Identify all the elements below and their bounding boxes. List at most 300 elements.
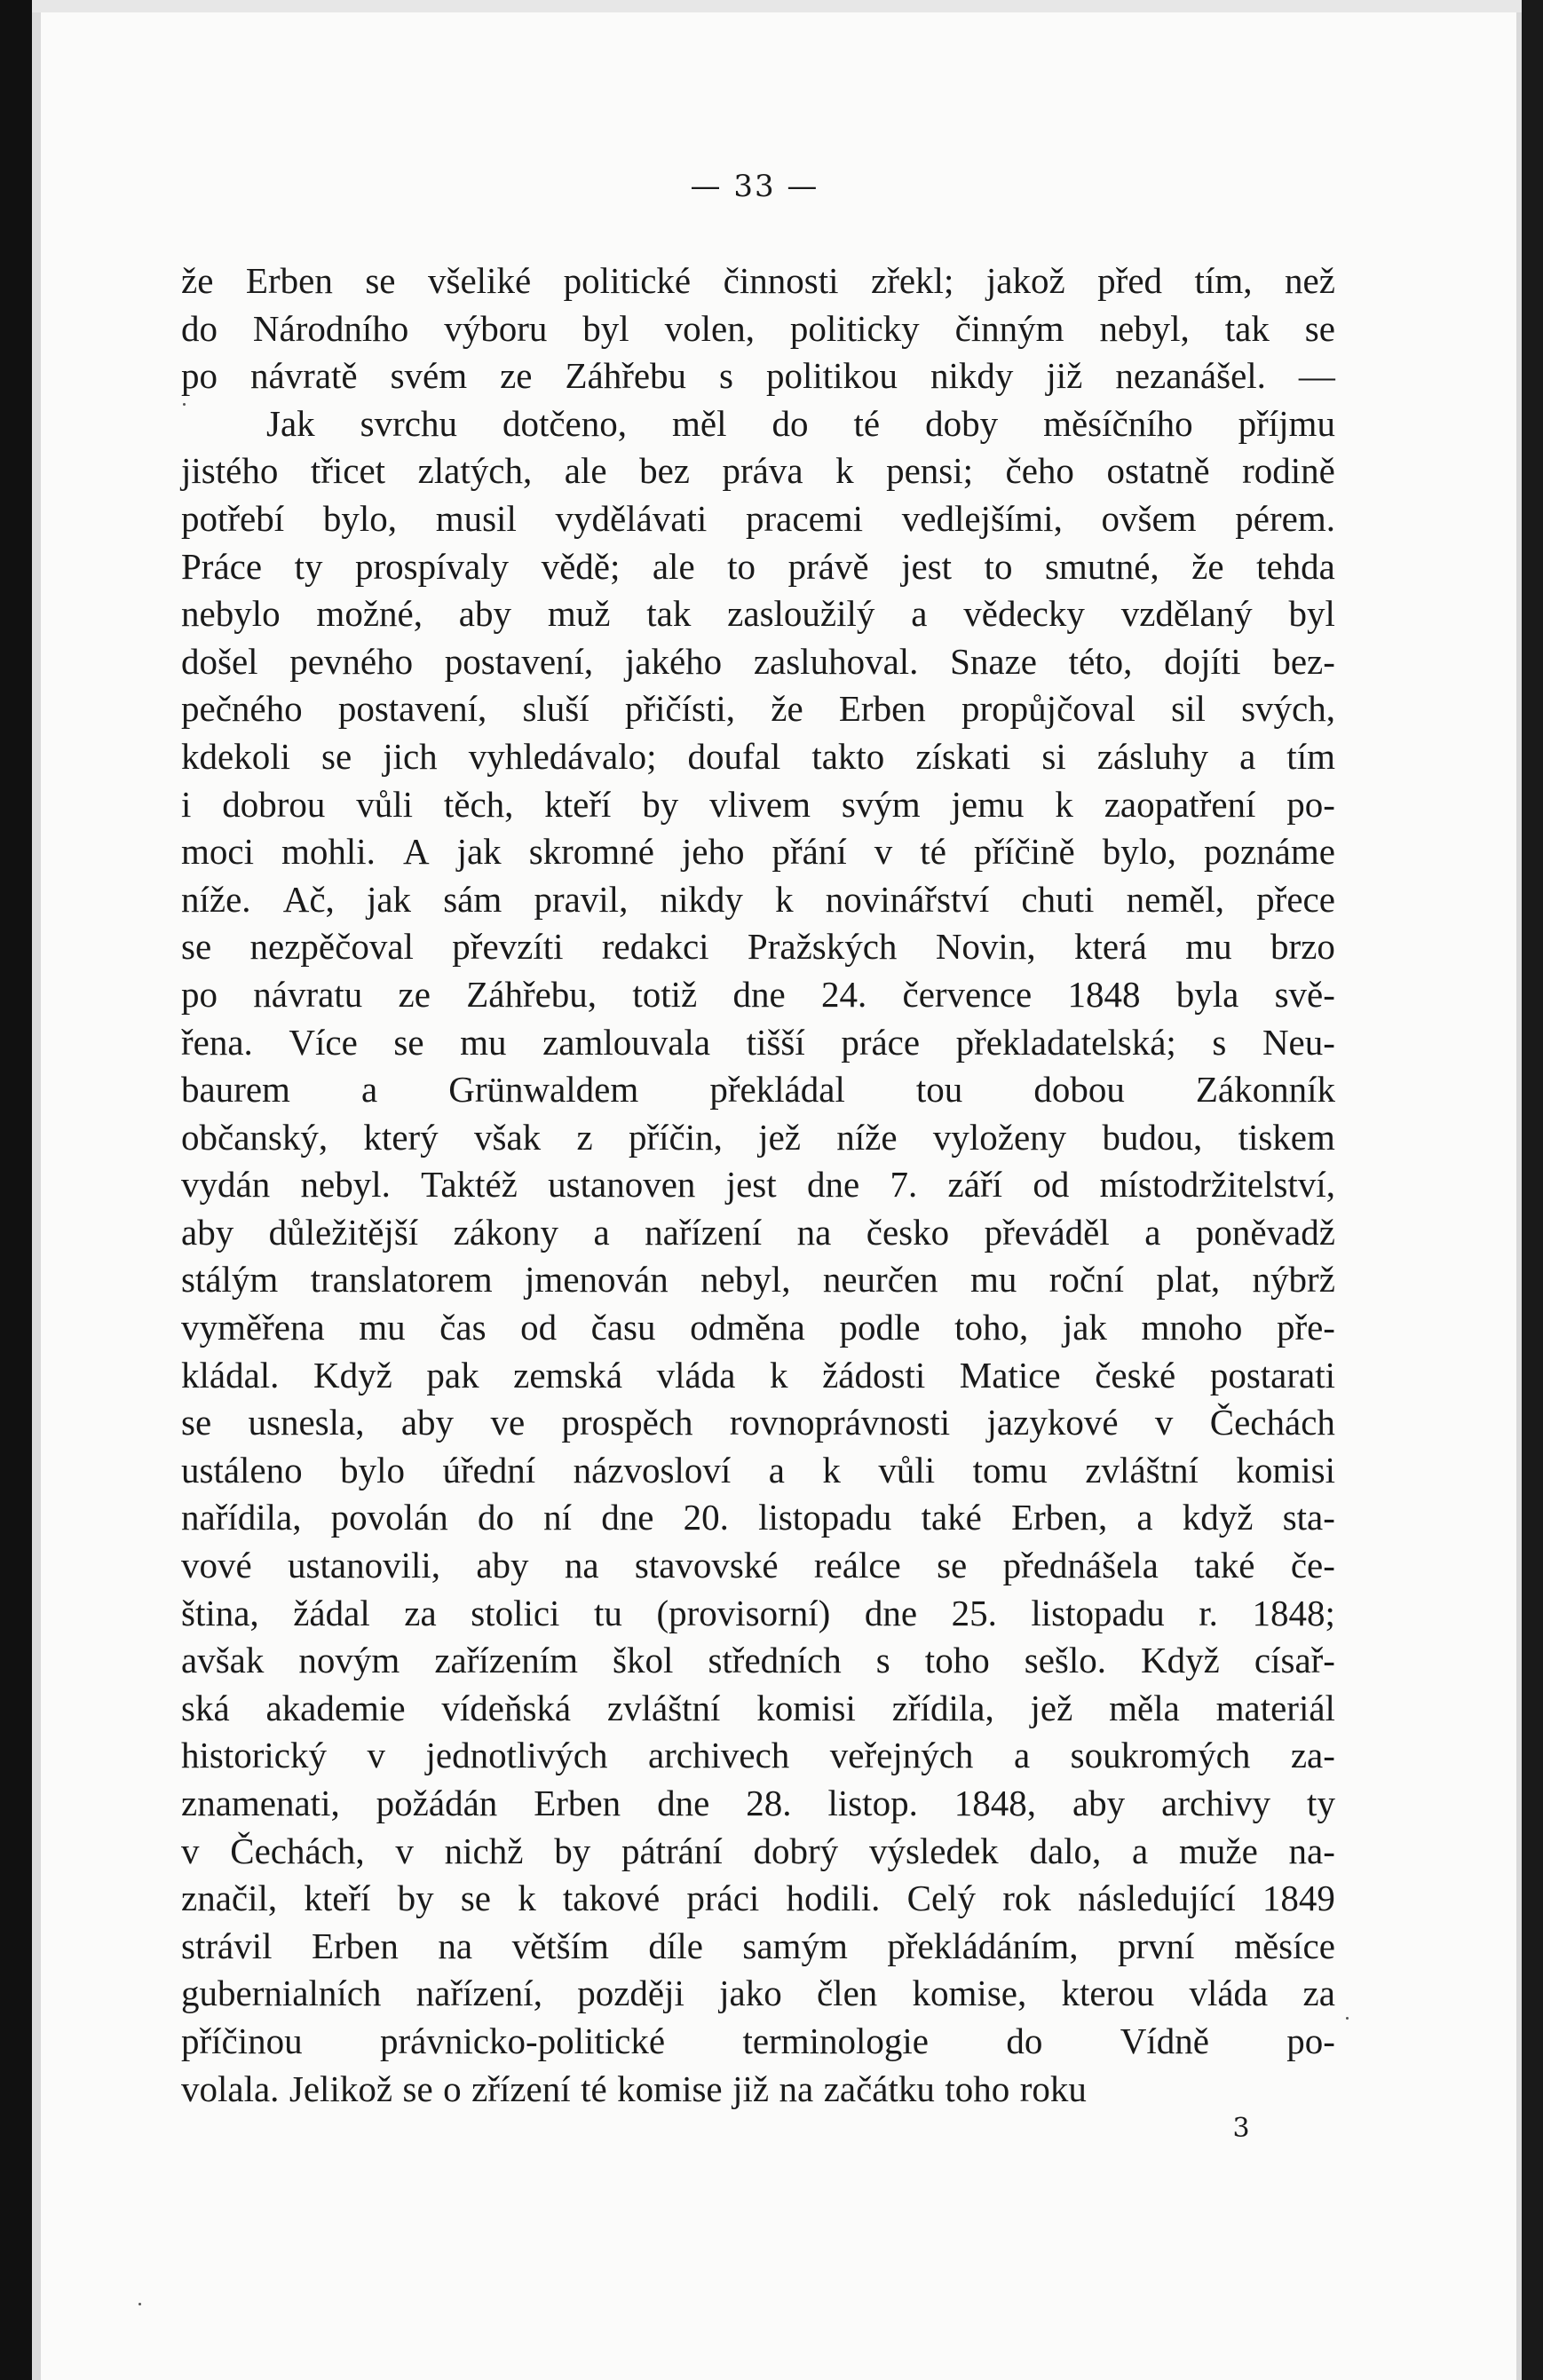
word: mu — [969, 1259, 1017, 1301]
text-line — [181, 1828, 1335, 1876]
word: požádán — [376, 1783, 498, 1823]
word: času — [590, 1307, 656, 1348]
word: škol — [613, 1640, 674, 1681]
word: však — [473, 1116, 542, 1158]
text-line — [181, 923, 1335, 971]
word: překladatelská; — [955, 1021, 1176, 1063]
word: Erben — [838, 688, 926, 730]
word: práci — [686, 1878, 760, 1919]
word: Neu- — [1262, 1021, 1335, 1063]
word: císař- — [1254, 1640, 1335, 1681]
word: ovšem — [1101, 497, 1197, 539]
word: a — [1239, 735, 1256, 777]
word: by — [642, 783, 679, 825]
word: toho — [924, 1640, 990, 1681]
word: jest — [901, 545, 953, 587]
word: dne — [601, 1497, 654, 1538]
text-line — [181, 2066, 1335, 2114]
word: vyhledávalo; — [468, 735, 657, 777]
word: s — [875, 1640, 890, 1681]
word: to — [727, 545, 756, 587]
text-line — [181, 447, 1335, 495]
word: se — [321, 735, 352, 777]
word: komise — [617, 2068, 723, 2109]
word: července — [902, 973, 1033, 1015]
word: 7. — [890, 1164, 918, 1206]
word: Erben — [311, 1925, 399, 1966]
word: nebyl, — [700, 1259, 791, 1301]
word: níže. — [181, 878, 251, 920]
word: že — [1191, 545, 1224, 587]
word: jak — [366, 878, 412, 920]
word: na — [564, 1545, 599, 1586]
word: novinářství — [825, 878, 990, 920]
word: od — [1033, 1164, 1070, 1206]
word: če- — [1290, 1545, 1335, 1586]
word: přičísti, — [624, 688, 736, 730]
word: podle — [839, 1307, 921, 1348]
word: z — [576, 1116, 593, 1158]
word: zlatých, — [417, 450, 533, 492]
text-line — [181, 1304, 1335, 1352]
word: sluší — [522, 688, 590, 730]
word: komise, — [912, 1973, 1027, 2014]
word: mu — [1185, 926, 1232, 968]
word: v — [874, 831, 893, 873]
word: za- — [1290, 1735, 1335, 1776]
word: vědě; — [541, 545, 621, 587]
word: dne — [806, 1164, 860, 1206]
word: o — [443, 2068, 462, 2109]
word: překládal — [709, 1069, 845, 1111]
word: by — [554, 1830, 591, 1871]
word: pátrání — [621, 1830, 723, 1871]
word: propůjčoval — [961, 688, 1135, 730]
word: se — [402, 2068, 433, 2109]
word: nebyl, — [1099, 307, 1190, 349]
word: zásluhy — [1096, 735, 1209, 777]
word: ty — [294, 545, 323, 587]
word: kládal. — [181, 1354, 280, 1396]
word: činným — [954, 307, 1064, 349]
word: první — [1118, 1925, 1195, 1966]
text-line — [181, 1019, 1335, 1067]
word: a — [593, 1211, 610, 1253]
word: hodili. — [786, 1878, 881, 1919]
word: Jelikož — [289, 2068, 393, 2109]
word: Více — [289, 1021, 358, 1063]
text-line — [181, 1970, 1335, 2018]
word: 20. — [683, 1497, 729, 1538]
word: česko — [866, 1211, 950, 1253]
word: se — [460, 1878, 491, 1919]
word: muže — [1178, 1830, 1258, 1871]
word: návratu — [253, 973, 363, 1015]
word: aby — [1072, 1783, 1126, 1823]
word: neurčen — [822, 1259, 938, 1301]
scan-speck — [138, 2303, 141, 2305]
word: k — [775, 878, 794, 920]
word: Ač, — [282, 878, 335, 920]
word: samým — [742, 1925, 848, 1966]
text-line — [181, 352, 1335, 400]
word: prospívaly — [354, 545, 510, 587]
text-line — [181, 1399, 1335, 1447]
word: budou, — [1102, 1116, 1203, 1158]
word: jest — [725, 1164, 777, 1206]
word: nichž — [444, 1830, 524, 1871]
word: do — [1006, 2020, 1043, 2061]
word: Práce — [181, 545, 263, 587]
word: plat, — [1156, 1259, 1221, 1301]
word: výsledek — [868, 1830, 999, 1871]
word: jak — [1062, 1307, 1107, 1348]
text-line — [181, 733, 1335, 781]
text-line — [181, 1685, 1335, 1733]
word: těch, — [443, 783, 514, 825]
word: nebylo — [181, 593, 281, 635]
word: mu — [460, 1021, 507, 1063]
word: právě — [787, 545, 869, 587]
word: kteří — [544, 783, 612, 825]
word: a — [1144, 1211, 1161, 1253]
word: jich — [383, 735, 438, 777]
word: pensi; — [886, 450, 974, 492]
word: žádal — [293, 1592, 370, 1633]
word: kterou — [1061, 1973, 1155, 2014]
word: toho, — [954, 1307, 1029, 1348]
word: nikdy — [930, 355, 1014, 397]
word: a — [1013, 1735, 1031, 1776]
right-page-margin-shadow — [1516, 0, 1522, 2380]
word: ní — [543, 1497, 573, 1538]
text-line — [181, 1256, 1335, 1304]
text-line — [181, 1875, 1335, 1923]
word: důležitější — [268, 1211, 419, 1253]
word: měl — [672, 402, 727, 444]
word: rodině — [1242, 450, 1335, 492]
word: usnesla, — [248, 1402, 365, 1443]
word: vyměřena — [181, 1307, 325, 1348]
word: takové — [562, 1878, 661, 1919]
word: 1848 — [1067, 973, 1141, 1015]
word: tiskem — [1238, 1116, 1335, 1158]
word: 24. — [820, 973, 867, 1015]
text-line — [181, 400, 1335, 448]
word: zaopatření — [1104, 783, 1256, 825]
text-line — [181, 638, 1335, 686]
word: Když — [1141, 1640, 1220, 1681]
word: k — [822, 1449, 841, 1490]
word: vedlejšími, — [901, 497, 1063, 539]
word: 25. — [951, 1592, 997, 1633]
word: příčině — [973, 831, 1075, 873]
text-line — [181, 1494, 1335, 1542]
word: než — [1285, 260, 1335, 301]
word: roku — [1019, 2068, 1087, 2109]
word: brzo — [1270, 926, 1335, 968]
word: svém — [390, 355, 468, 397]
word: baurem — [181, 1069, 290, 1111]
word: pevného — [289, 640, 414, 682]
word: komisi — [756, 1687, 856, 1728]
word: 1848, — [953, 1783, 1037, 1823]
word: byl — [1288, 593, 1335, 635]
word: si — [1041, 735, 1066, 777]
word: muž — [547, 593, 611, 635]
word: a — [911, 593, 928, 635]
word: tomu — [972, 1449, 1048, 1490]
word: vlivem — [709, 783, 811, 825]
word: vláda — [656, 1354, 736, 1396]
word: se — [937, 1545, 968, 1586]
word: jazykové — [986, 1402, 1119, 1443]
word: ty — [1307, 1783, 1335, 1823]
left-page-margin-shadow — [32, 0, 41, 2380]
word: zasluhoval. — [753, 640, 919, 682]
word: aby — [400, 1402, 455, 1443]
word: se — [1304, 307, 1335, 349]
word: bylo, — [1102, 831, 1176, 873]
text-line — [181, 1114, 1335, 1162]
text-line — [181, 590, 1335, 638]
word: jednotlivých — [425, 1735, 608, 1776]
word: redakci — [601, 926, 709, 968]
text-line — [181, 1209, 1335, 1257]
word: 28. — [746, 1783, 792, 1823]
word: po- — [1286, 783, 1335, 825]
word: kteří — [304, 1878, 371, 1919]
word: zákony — [453, 1211, 559, 1253]
text-line — [181, 685, 1335, 733]
word: třicet — [310, 450, 386, 492]
word: svrchu — [360, 402, 457, 444]
word: politikou — [765, 355, 898, 397]
word: archivech — [647, 1735, 790, 1776]
word: sešlo. — [1024, 1640, 1106, 1681]
word: přání — [772, 831, 847, 873]
text-line — [181, 305, 1335, 353]
word: po — [181, 973, 218, 1015]
word: novým — [298, 1640, 400, 1681]
word: díle — [648, 1925, 703, 1966]
word: skromné — [528, 831, 654, 873]
word: od — [520, 1307, 558, 1348]
word: listopadu — [758, 1497, 892, 1538]
word: neměl, — [1126, 878, 1224, 920]
top-scan-edge — [32, 0, 1522, 12]
word: veřejných — [829, 1735, 974, 1776]
word: ale — [652, 545, 695, 587]
word: strávil — [181, 1925, 273, 1966]
word: došel — [181, 640, 258, 682]
word: řena. — [181, 1021, 253, 1063]
word: dobou — [1033, 1069, 1125, 1111]
word: zasloužilý — [727, 593, 875, 635]
word: tehda — [1256, 545, 1335, 587]
word: A — [402, 831, 430, 873]
word: gubernialních — [181, 1973, 382, 2014]
word: Vídně — [1120, 2020, 1209, 2061]
word: bylo — [340, 1449, 405, 1490]
word: se — [181, 1402, 212, 1443]
word: znamenati, — [181, 1783, 340, 1823]
word: roční — [1048, 1259, 1125, 1301]
word: právnicko-politické — [380, 2020, 666, 2061]
word: v — [181, 1830, 200, 1871]
word: sta- — [1282, 1497, 1335, 1538]
word: i — [181, 783, 192, 825]
word: dne — [864, 1592, 918, 1633]
word: činnosti — [723, 260, 839, 301]
text-line — [181, 1542, 1335, 1590]
word: bez — [639, 450, 690, 492]
word: příjmu — [1238, 402, 1335, 444]
word: stálým — [181, 1259, 279, 1301]
word: volen, — [664, 307, 755, 349]
word: již — [1046, 355, 1083, 397]
word: nikdy — [660, 878, 743, 920]
word: tím — [1286, 735, 1335, 777]
word: návratě — [249, 355, 358, 397]
word: listop. — [827, 1783, 918, 1823]
running-head-page-number: — 33 — — [690, 169, 819, 204]
word: Čechách — [1209, 1402, 1335, 1443]
text-line — [181, 1066, 1335, 1114]
word: také — [921, 1497, 982, 1538]
word: nařízení, — [415, 1973, 542, 2014]
word: postavení, — [444, 640, 594, 682]
word: žádosti — [822, 1354, 926, 1396]
word: s — [719, 355, 733, 397]
word: Zákonník — [1195, 1069, 1335, 1111]
word: níže — [836, 1116, 898, 1158]
word: smutné, — [1044, 545, 1159, 587]
word: překládáním, — [887, 1925, 1079, 1966]
word: nezpěčoval — [249, 926, 414, 968]
word: Grünwaldem — [448, 1069, 639, 1111]
word: ve — [490, 1402, 526, 1443]
word: dobrý — [753, 1830, 839, 1871]
word: vové — [181, 1545, 252, 1586]
word: který — [363, 1116, 439, 1158]
word: úřední — [442, 1449, 536, 1490]
word: Záhřebu — [565, 355, 687, 397]
word: jež — [1030, 1687, 1073, 1728]
word: v — [367, 1735, 385, 1776]
text-line — [181, 971, 1335, 1019]
word: zřídila, — [891, 1687, 994, 1728]
word: místodržitelství, — [1099, 1164, 1335, 1206]
word: listopadu — [1031, 1592, 1165, 1633]
word: vláda — [1189, 1973, 1269, 2014]
word: aby — [458, 593, 511, 635]
word: doufal — [687, 735, 781, 777]
text-line — [181, 257, 1335, 305]
word: zvláštní — [606, 1687, 721, 1728]
word: v — [395, 1830, 414, 1871]
word: pře- — [1276, 1307, 1335, 1348]
word: tu — [593, 1592, 622, 1633]
word: této, — [1068, 640, 1133, 682]
word: práva — [722, 450, 803, 492]
word: takto — [811, 735, 885, 777]
word: zamlouvala — [542, 1021, 711, 1063]
word: pérem. — [1235, 497, 1335, 539]
word: pracemi — [746, 497, 864, 539]
text-line — [181, 1923, 1335, 1971]
word: té — [581, 2068, 607, 2109]
word: avšak — [181, 1640, 265, 1681]
word: a — [1132, 1830, 1149, 1871]
word: Pražských — [747, 926, 898, 968]
word: vůli — [878, 1449, 936, 1490]
word: 1848; — [1252, 1592, 1335, 1633]
word: vyloženy — [932, 1116, 1067, 1158]
word: aby — [181, 1211, 234, 1253]
word: ostatně — [1106, 450, 1210, 492]
word: ze — [500, 355, 533, 397]
word: archivy — [1161, 1783, 1271, 1823]
word: vydělávati — [555, 497, 708, 539]
word: tím, — [1194, 260, 1253, 301]
word: postarati — [1209, 1354, 1335, 1396]
word: větším — [511, 1925, 609, 1966]
word: vydán — [181, 1164, 271, 1206]
word: dojíti — [1164, 640, 1241, 682]
word: do — [181, 307, 218, 349]
word: že — [771, 688, 803, 730]
word: ustáleno — [181, 1449, 303, 1490]
word: odměna — [690, 1307, 805, 1348]
word: k — [518, 1878, 536, 1919]
text-line — [181, 876, 1335, 924]
word: po — [181, 355, 218, 397]
word: Národního — [252, 307, 409, 349]
word: (provisorní) — [656, 1592, 831, 1633]
word: již — [732, 2068, 770, 2109]
word: Matice — [959, 1354, 1061, 1396]
word: čas — [439, 1307, 487, 1348]
word: Novin, — [935, 926, 1036, 968]
word: následující — [1078, 1878, 1236, 1919]
word: soukromých — [1070, 1735, 1251, 1776]
word: nebyl. — [300, 1164, 391, 1206]
word: občanský, — [181, 1116, 328, 1158]
word: stolici — [471, 1592, 560, 1633]
word: terminologie — [742, 2020, 929, 2061]
right-scan-edge — [1522, 0, 1543, 2380]
word: středních — [708, 1640, 842, 1681]
word: ustanoven — [548, 1164, 696, 1206]
word: Snaze — [950, 640, 1037, 682]
word: dne — [657, 1783, 710, 1823]
word: nýbrž — [1252, 1259, 1335, 1301]
word: dalo, — [1029, 1830, 1102, 1871]
word: na- — [1288, 1830, 1335, 1871]
word: byl — [582, 307, 629, 349]
word: byla — [1175, 973, 1239, 1015]
word: české — [1095, 1354, 1176, 1396]
word: bez- — [1272, 640, 1335, 682]
word: potřebí — [181, 497, 285, 539]
word: přednášela — [1002, 1545, 1159, 1586]
word: totiž — [632, 973, 698, 1015]
text-line — [181, 1447, 1335, 1495]
word: jež — [758, 1116, 801, 1158]
word: postavení, — [337, 688, 487, 730]
text-line — [181, 1732, 1335, 1780]
